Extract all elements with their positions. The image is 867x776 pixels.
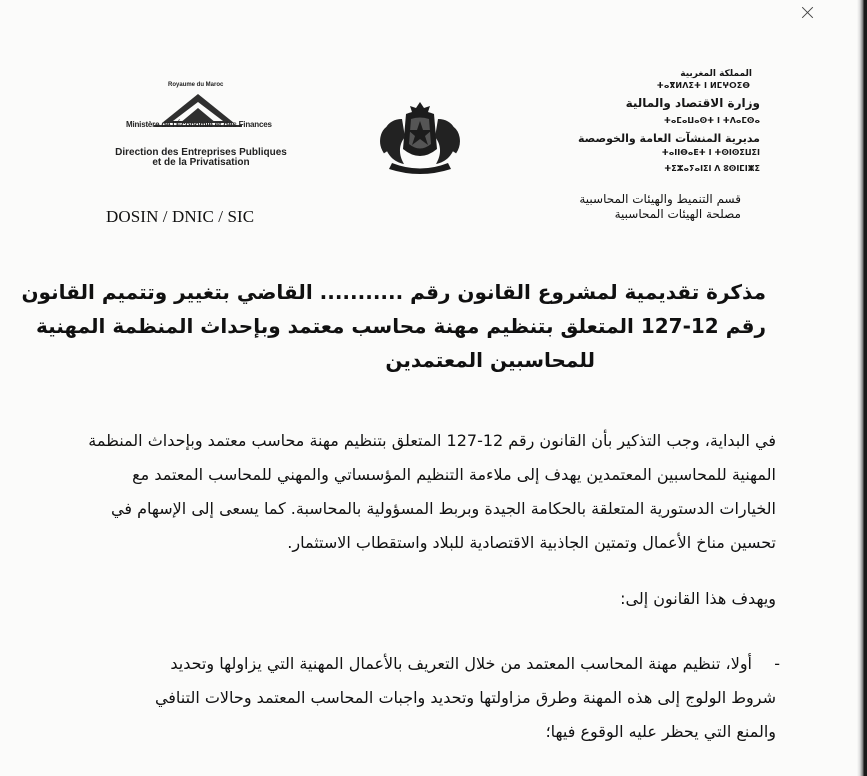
intro-line: الخيارات الدستورية المتعلقة بالحكامة الجيدة وبربط المسؤولية بالمحاسبة. كما يسعى إلى الإسهام في [111,499,776,518]
service-name-arabic: مصلحة الهيئات المحاسبية [614,207,741,221]
ministry-logo-left [104,82,294,182]
kingdom-name-tifinagh: ⵜⴰⴳⵍⴷⵉⵜ ⵏ ⵍⵎⵖⵔⵉⴱ [656,81,750,90]
title-line-1: مذكرة تقديمية لمشروع القانون رقم ........... القاضي بتغيير وتتميم القانون [21,280,766,304]
objective-line: أولا، تنظيم مهنة المحاسب المعتمد من خلال التعريف بالأعمال المهنية التي يزاولها وتحديد [170,654,752,673]
objectives-introduction: ويهدف هذا القانون إلى: [620,589,776,608]
page-edge-shadow [857,0,867,776]
first-objective-item [63,647,780,749]
objective-line: شروط الولوج إلى هذه المهنة وطرق مزاولتها وتحديد واجبات المحاسب المعتمد وحالات التنافي [154,688,776,707]
objective-line: والمنع التي يحظر عليه الوقوع فيها؛ [545,722,776,741]
kingdom-name-arabic: المملكة المغربية [680,69,752,79]
document-reference: DOSIN / DNIC / SIC [106,207,255,226]
division-name-arabic: قسم التنميط والهيئات المحاسبية [579,192,741,206]
service-heading [501,192,741,222]
ministry-logo-right [570,69,760,181]
intro-line: تحسين مناخ الأعمال وتمتين الجاذبية الاقتصادية للبلاد واستقطاب الاستثمار. [287,533,776,552]
ministry-name-tifinagh: ⵜⴰⵎⴰⵡⴰⵙⵜ ⵏ ⵜⴷⴰⵎⵙⴰ [663,116,760,125]
ministry-name-arabic: وزارة الاقتصاد والمالية [625,96,760,110]
title-line-3: للمحاسبين المعتمدين [385,348,595,372]
intro-line: المهنية للمحاسبين المعتمدين يهدف إلى ملاءمة التنظيم المؤسساتي والمهني للمحاسب المعتمد مع [132,465,776,484]
bullet-marker: - [774,654,780,673]
directorate-name-tifinagh-line1: ⵜⴰⵏⵏⴱⴰⴹⵜ ⵏ ⵜⵙⵏⵙⵉⵡⵉⵏ [661,148,760,157]
document-title [21,275,766,377]
kingdom-name-french: Royaume du Maroc [168,82,224,88]
directorate-name-french: Direction des Entreprises Publiques et de la Privatisation [115,147,287,168]
directorate-name-arabic: مديرية المنشآت العامة والخوصصة [578,132,760,145]
title-line-2: رقم 12-127 المتعلق بتنظيم مهنة محاسب معتمد وبإحداث المنظمة المهنية [35,314,766,338]
intro-line: في البداية، وجب التذكير بأن القانون رقم 12-127 المتعلق بتنظيم مهنة محاسب معتمد وبإحداث المنظمة [88,431,776,450]
ministry-name-french: Ministère de l'Économie et des Finances [126,120,272,129]
moroccan-coat-of-arms-icon [374,101,466,177]
directorate-name-tifinagh-line2: ⵜⵉⵣⴰⵢⴰⵏⵉⵏ ⴷ ⵓⵙⵏⵎⵏⵥⵉ [664,164,760,173]
handwritten-cross-mark-icon [800,5,815,20]
introduction-paragraph [63,424,776,560]
